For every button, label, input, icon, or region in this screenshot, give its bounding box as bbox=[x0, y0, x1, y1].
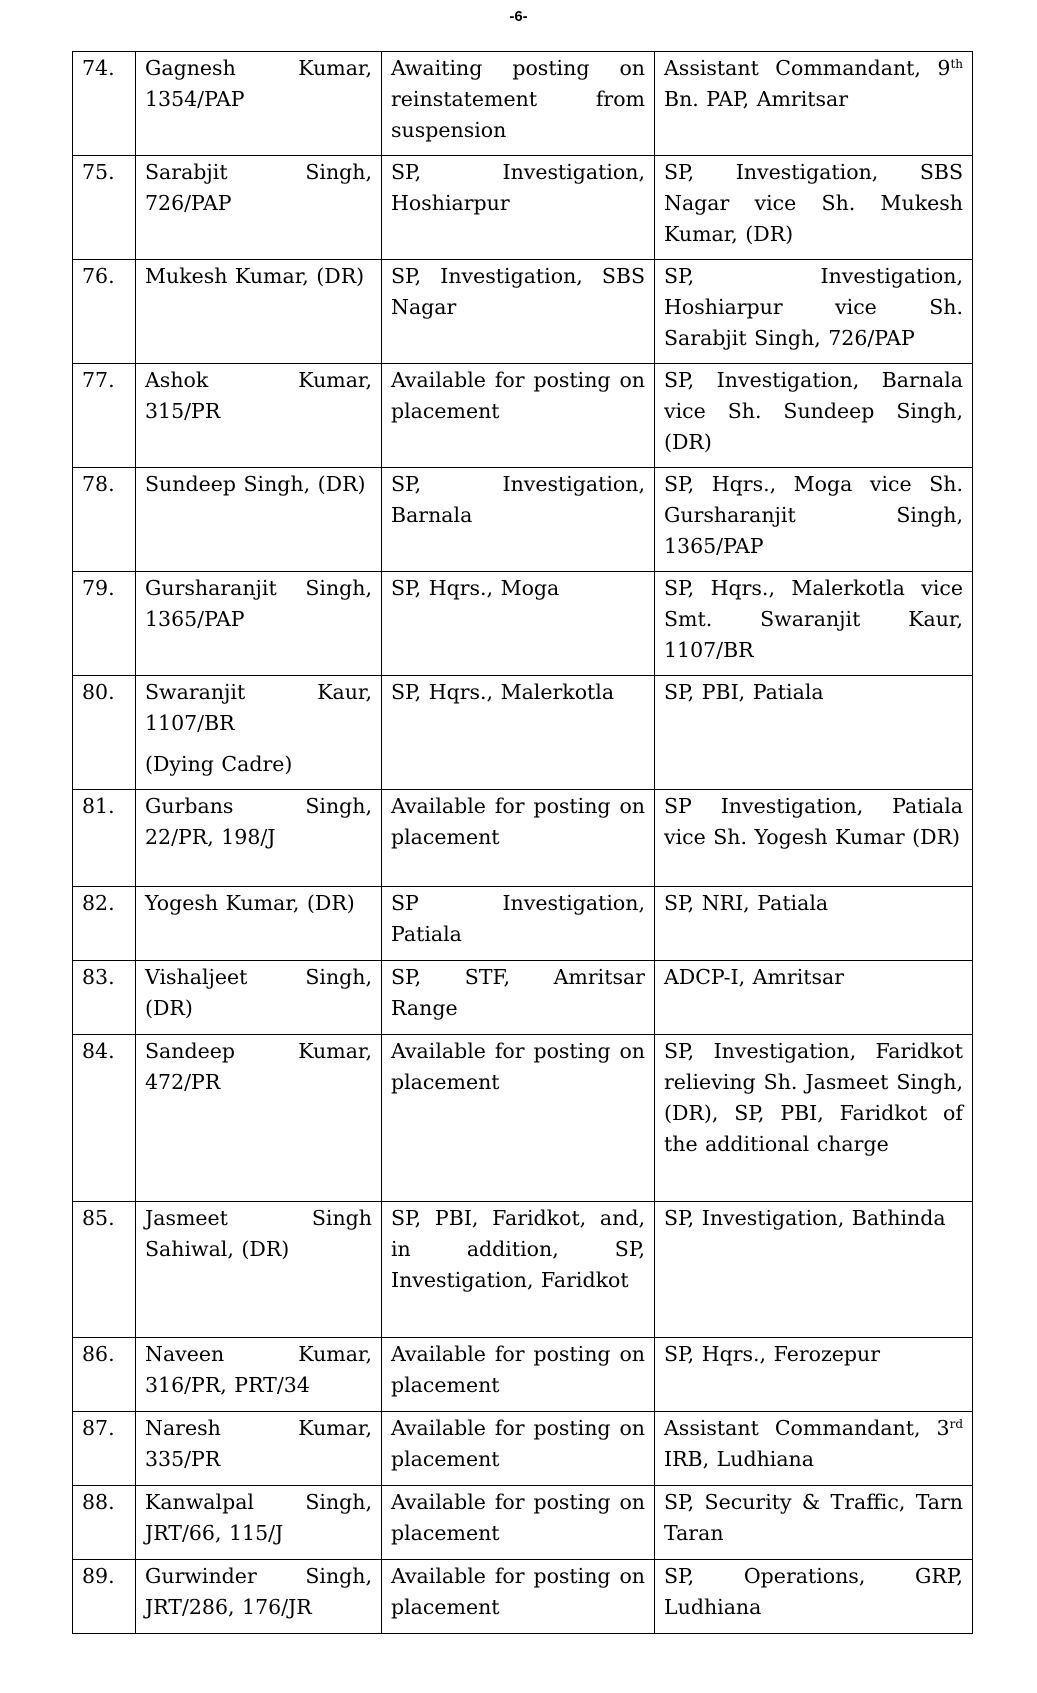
serial-number: 80. bbox=[73, 676, 136, 790]
new-posting: SP Investigation, Patiala vice Sh. Yogesh Kumar (DR) bbox=[655, 790, 973, 887]
serial-number: 85. bbox=[73, 1202, 136, 1338]
present-posting: SP, PBI, Faridkot, and, in addition, SP, Investigation, Faridkot bbox=[382, 1202, 655, 1338]
officer-name: Gursharanjit Singh, 1365/PAP bbox=[136, 572, 382, 676]
present-posting: Available for posting on placement bbox=[382, 1412, 655, 1486]
page-number: -6- bbox=[509, 8, 528, 25]
serial-number: 77. bbox=[73, 364, 136, 468]
present-posting: Available for posting on placement bbox=[382, 1338, 655, 1412]
serial-number: 75. bbox=[73, 156, 136, 260]
officer-name: Vishaljeet Singh, (DR) bbox=[136, 961, 382, 1035]
officer-name: Sarabjit Singh, 726/PAP bbox=[136, 156, 382, 260]
posting-table-body bbox=[73, 52, 973, 1634]
ordinal-suffix: th bbox=[950, 57, 963, 71]
serial-number: 76. bbox=[73, 260, 136, 364]
present-posting: Available for posting on placement bbox=[382, 1560, 655, 1634]
present-posting: Available for posting on placement bbox=[382, 790, 655, 887]
present-posting: SP, Investigation, Barnala bbox=[382, 468, 655, 572]
serial-number: 74. bbox=[73, 52, 136, 156]
new-posting: SP, Hqrs., Ferozepur bbox=[655, 1338, 973, 1412]
new-posting: SP, Investigation, SBS Nagar vice Sh. Mukesh Kumar, (DR) bbox=[655, 156, 973, 260]
table-row bbox=[73, 1035, 973, 1202]
present-posting: Available for posting on placement bbox=[382, 364, 655, 468]
table-row bbox=[73, 676, 973, 790]
table-row bbox=[73, 364, 973, 468]
table-row bbox=[73, 1486, 973, 1560]
new-posting: SP, Investigation, Faridkot relieving Sh. Jasmeet Singh, (DR), SP, PBI, Faridkot of the additional charge bbox=[655, 1035, 973, 1202]
cadre-note: (Dying Cadre) bbox=[145, 752, 293, 776]
posting-table bbox=[72, 51, 973, 1634]
new-posting-text-rest: Bn. PAP, Amritsar bbox=[664, 87, 849, 111]
serial-number: 87. bbox=[73, 1412, 136, 1486]
table-row bbox=[73, 468, 973, 572]
new-posting: SP, Investigation, Hoshiarpur vice Sh. Sarabjit Singh, 726/PAP bbox=[655, 260, 973, 364]
present-posting: Awaiting posting on reinstatement from suspension bbox=[382, 52, 655, 156]
new-posting bbox=[655, 52, 973, 156]
new-posting: SP, PBI, Patiala bbox=[655, 676, 973, 790]
new-posting: SP, Investigation, Bathinda bbox=[655, 1202, 973, 1338]
new-posting: SP, Security & Traffic, Tarn Taran bbox=[655, 1486, 973, 1560]
officer-name: Sundeep Singh, (DR) bbox=[136, 468, 382, 572]
present-posting: SP, Hqrs., Malerkotla bbox=[382, 676, 655, 790]
table-row bbox=[73, 961, 973, 1035]
serial-number: 81. bbox=[73, 790, 136, 887]
present-posting: SP, Investigation, Hoshiarpur bbox=[382, 156, 655, 260]
serial-number: 83. bbox=[73, 961, 136, 1035]
present-posting: SP, STF, Amritsar Range bbox=[382, 961, 655, 1035]
table-row bbox=[73, 260, 973, 364]
serial-number: 78. bbox=[73, 468, 136, 572]
table-row bbox=[73, 1560, 973, 1634]
officer-name: Yogesh Kumar, (DR) bbox=[136, 887, 382, 961]
officer-name: Kanwalpal Singh, JRT/66, 115/J bbox=[136, 1486, 382, 1560]
new-posting-text: Assistant Commandant, 3 bbox=[664, 1416, 950, 1440]
serial-number: 88. bbox=[73, 1486, 136, 1560]
officer-name: Naveen Kumar, 316/PR, PRT/34 bbox=[136, 1338, 382, 1412]
new-posting: SP, Hqrs., Malerkotla vice Smt. Swaranjit Kaur, 1107/BR bbox=[655, 572, 973, 676]
new-posting: SP, Investigation, Barnala vice Sh. Sundeep Singh, (DR) bbox=[655, 364, 973, 468]
officer-name: Naresh Kumar, 335/PR bbox=[136, 1412, 382, 1486]
officer-name: Gurwinder Singh, JRT/286, 176/JR bbox=[136, 1560, 382, 1634]
officer-name: Mukesh Kumar, (DR) bbox=[136, 260, 382, 364]
table-row bbox=[73, 1412, 973, 1486]
present-posting: SP, Investigation, SBS Nagar bbox=[382, 260, 655, 364]
officer-name bbox=[136, 676, 382, 790]
officer-name: Sandeep Kumar, 472/PR bbox=[136, 1035, 382, 1202]
new-posting-text-rest: IRB, Ludhiana bbox=[664, 1447, 814, 1471]
table-row bbox=[73, 1338, 973, 1412]
table-row bbox=[73, 572, 973, 676]
table-row bbox=[73, 887, 973, 961]
serial-number: 86. bbox=[73, 1338, 136, 1412]
serial-number: 79. bbox=[73, 572, 136, 676]
table-row bbox=[73, 156, 973, 260]
table-row bbox=[73, 790, 973, 887]
present-posting: Available for posting on placement bbox=[382, 1035, 655, 1202]
new-posting: SP, NRI, Patiala bbox=[655, 887, 973, 961]
new-posting: SP, Operations, GRP, Ludhiana bbox=[655, 1560, 973, 1634]
present-posting: Available for posting on placement bbox=[382, 1486, 655, 1560]
new-posting: ADCP-I, Amritsar bbox=[655, 961, 973, 1035]
serial-number: 84. bbox=[73, 1035, 136, 1202]
officer-name: Gagnesh Kumar, 1354/PAP bbox=[136, 52, 382, 156]
present-posting: SP Investigation, Patiala bbox=[382, 887, 655, 961]
table-row bbox=[73, 1202, 973, 1338]
officer-name: Jasmeet Singh Sahiwal, (DR) bbox=[136, 1202, 382, 1338]
officer-name: Gurbans Singh, 22/PR, 198/J bbox=[136, 790, 382, 887]
new-posting bbox=[655, 1412, 973, 1486]
new-posting: SP, Hqrs., Moga vice Sh. Gursharanjit Singh, 1365/PAP bbox=[655, 468, 973, 572]
present-posting: SP, Hqrs., Moga bbox=[382, 572, 655, 676]
new-posting-text: Assistant Commandant, 9 bbox=[664, 56, 951, 80]
officer-name-text: Swaranjit Kaur, 1107/BR bbox=[145, 680, 372, 735]
serial-number: 82. bbox=[73, 887, 136, 961]
serial-number: 89. bbox=[73, 1560, 136, 1634]
officer-name: Ashok Kumar, 315/PR bbox=[136, 364, 382, 468]
table-row bbox=[73, 52, 973, 156]
ordinal-suffix: rd bbox=[949, 1417, 963, 1431]
